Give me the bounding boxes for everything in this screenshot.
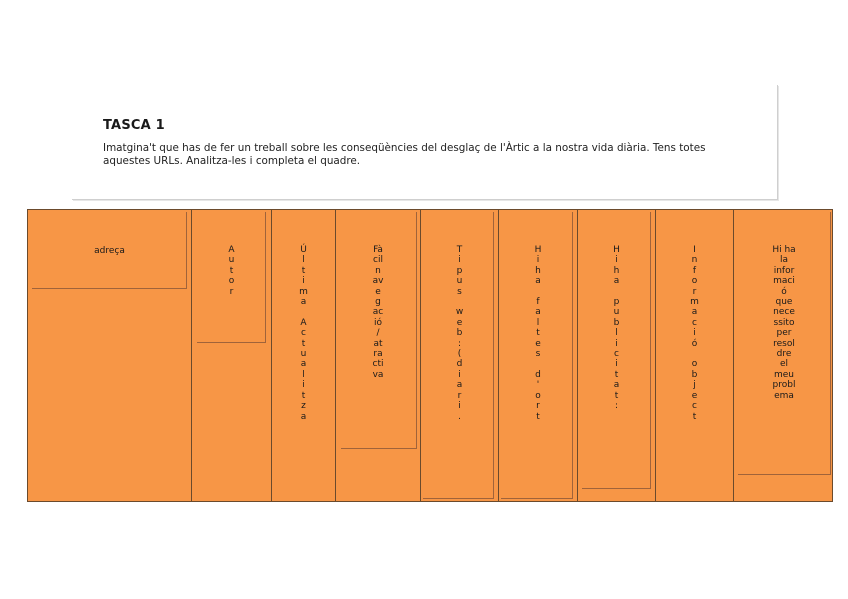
column-header-autor[interactable]: A u t o r <box>228 245 235 297</box>
analysis-table <box>27 209 833 502</box>
column-informacio-objectiva <box>656 210 734 501</box>
task-instructions: Imatgina't que has de fer un treball sobre les conseqüències del desglaç de l'Àrtic a la nostra vida diària. Tens totes aquestes URLs. Analitza-les i completa el quadre. <box>103 142 706 167</box>
column-header-tipus-web[interactable]: T i p u s w e b : ( d i a r i . <box>455 245 464 422</box>
task-title: TASCA 1 <box>103 118 165 133</box>
column-header-ultima-actualitzacio[interactable]: Ú l t i m a A c t u a l i t z a <box>299 245 308 422</box>
task-box <box>72 85 778 200</box>
column-header-facil-navegacio[interactable]: Fà cil n av e g ac ió / at ra cti va <box>372 245 384 380</box>
column-faltes-ortografia <box>499 210 578 501</box>
column-header-adreca[interactable]: adreça <box>94 246 125 256</box>
column-header-informacio-objectiva[interactable]: I n f o r m a c i ó o b j e c t <box>690 245 699 422</box>
column-header-faltes-ortografia[interactable]: H i h a f a l t e s d ' o r t <box>534 245 542 422</box>
column-facil-navegacio <box>336 210 421 501</box>
column-adreca <box>28 210 192 501</box>
column-ultima-actualitzacio <box>272 210 336 501</box>
column-informacio-necessaria <box>734 210 834 501</box>
column-header-publicitat[interactable]: H i h a p u b l i c i t a t : <box>613 245 620 412</box>
column-header-informacio-necessaria[interactable]: Hi ha la infor maci ó que nece ssito per resol dre el meu probl ema <box>772 245 796 401</box>
column-publicitat <box>578 210 656 501</box>
column-autor <box>192 210 272 501</box>
column-tipus-web <box>421 210 499 501</box>
